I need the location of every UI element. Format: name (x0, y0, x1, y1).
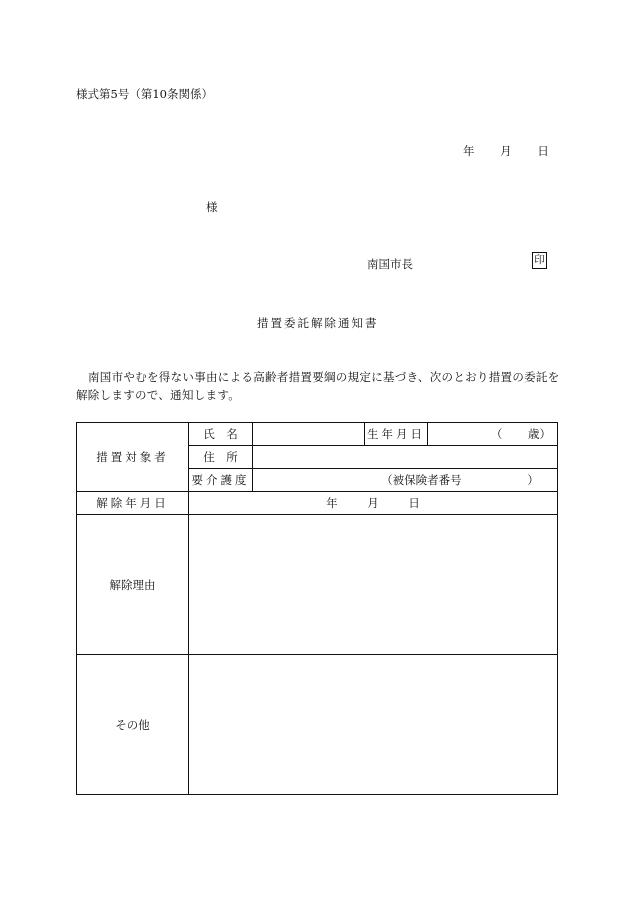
date-day-label: 日 (537, 144, 549, 158)
other-label: その他 (77, 655, 189, 795)
addressee-suffix: 様 (206, 200, 218, 214)
name-label: 氏 名 (189, 423, 253, 446)
reason-field[interactable] (189, 515, 558, 655)
form-number: 様式第5号（第10条関係） (76, 87, 213, 101)
release-year-label: 年 (326, 496, 338, 510)
document-title: 措置委託解除通知書 (257, 316, 379, 330)
name-field[interactable] (253, 423, 365, 446)
care-level-label: 要介護度 (189, 469, 253, 492)
notice-form-table (76, 422, 558, 795)
release-date-field[interactable] (189, 492, 558, 515)
address-label: 住 所 (189, 446, 253, 469)
subject-label: 措置対象者 (77, 423, 189, 492)
care-level-field[interactable] (253, 469, 558, 492)
insured-number-close: ） (527, 473, 539, 487)
insured-number-open: （被保険者番号 (381, 473, 462, 487)
issuer-name: 南国市長 (367, 257, 413, 271)
release-date-label: 解除年月日 (77, 492, 189, 515)
release-month-label: 月 (367, 496, 379, 510)
age-open: （ (490, 427, 503, 441)
other-field[interactable] (189, 655, 558, 795)
release-day-label: 日 (408, 496, 420, 510)
address-field[interactable] (253, 446, 558, 469)
date-line (463, 143, 549, 159)
birth-label: 生年月日 (365, 423, 428, 446)
body-text: 南国市やむを得ない事由による高齢者措置要綱の規定に基づき、次のとおり措置の委託を解除しますので、通知します。 (76, 370, 560, 402)
age-close: 歳） (528, 427, 551, 441)
birth-age-field[interactable] (428, 423, 558, 446)
seal-mark: 印 (532, 252, 547, 269)
reason-label: 解除理由 (77, 515, 189, 655)
date-month-label: 月 (500, 144, 512, 158)
date-year-label: 年 (463, 144, 475, 158)
